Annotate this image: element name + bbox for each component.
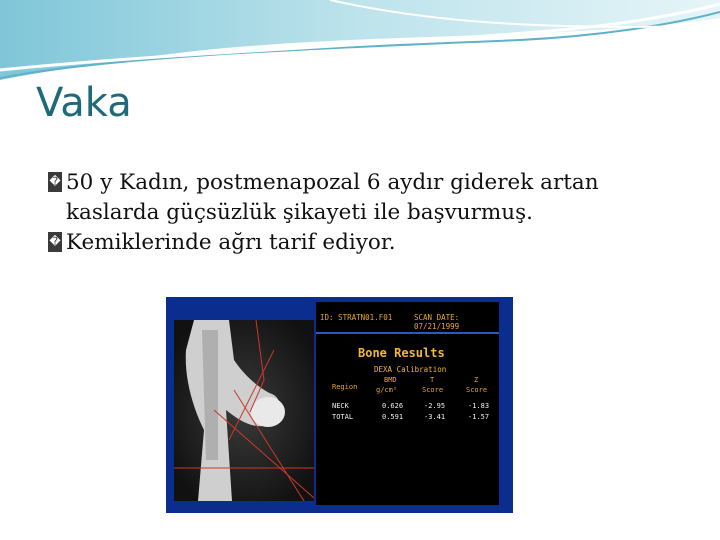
bullet-marker-icon: � <box>48 172 62 192</box>
header-wave-decoration <box>0 0 720 90</box>
scan-id: ID: STRATN01.F01 <box>320 313 393 322</box>
bullet-text: Kemiklerinde ağrı tarif ediyor. <box>66 230 396 255</box>
bullet-continuation <box>48 198 648 227</box>
femur-bone-graphic <box>174 320 314 501</box>
bullet-text: kaslarda güçsüzlük şikayeti ile başvurmuş. <box>66 200 533 225</box>
bullet-item <box>48 168 648 197</box>
femur-xray <box>174 320 314 501</box>
bone-results-title: Bone Results <box>358 346 445 360</box>
bone-results-panel: ID: STRATN01.F01 SCAN DATE: 07/21/1999 Bone Results DEXA Calibration Region BMD g/cm² T Score Z Score NECK 0.626 -2.95 -1.83 TOTAL 0.591 -3.41 -1.57 <box>316 302 499 505</box>
bullet-item <box>48 228 648 257</box>
bullet-text: 50 y Kadın, postmenapozal 6 aydır giderek artan <box>66 170 599 195</box>
bullet-list <box>48 168 648 258</box>
scan-date: SCAN DATE: 07/21/1999 <box>414 313 460 331</box>
bullet-marker-icon: � <box>48 232 62 252</box>
slide-title: Vaka <box>36 80 132 126</box>
dexa-calibration-label: DEXA Calibration <box>374 365 447 374</box>
scan-header <box>316 302 499 334</box>
dexa-scan-image <box>166 297 513 513</box>
